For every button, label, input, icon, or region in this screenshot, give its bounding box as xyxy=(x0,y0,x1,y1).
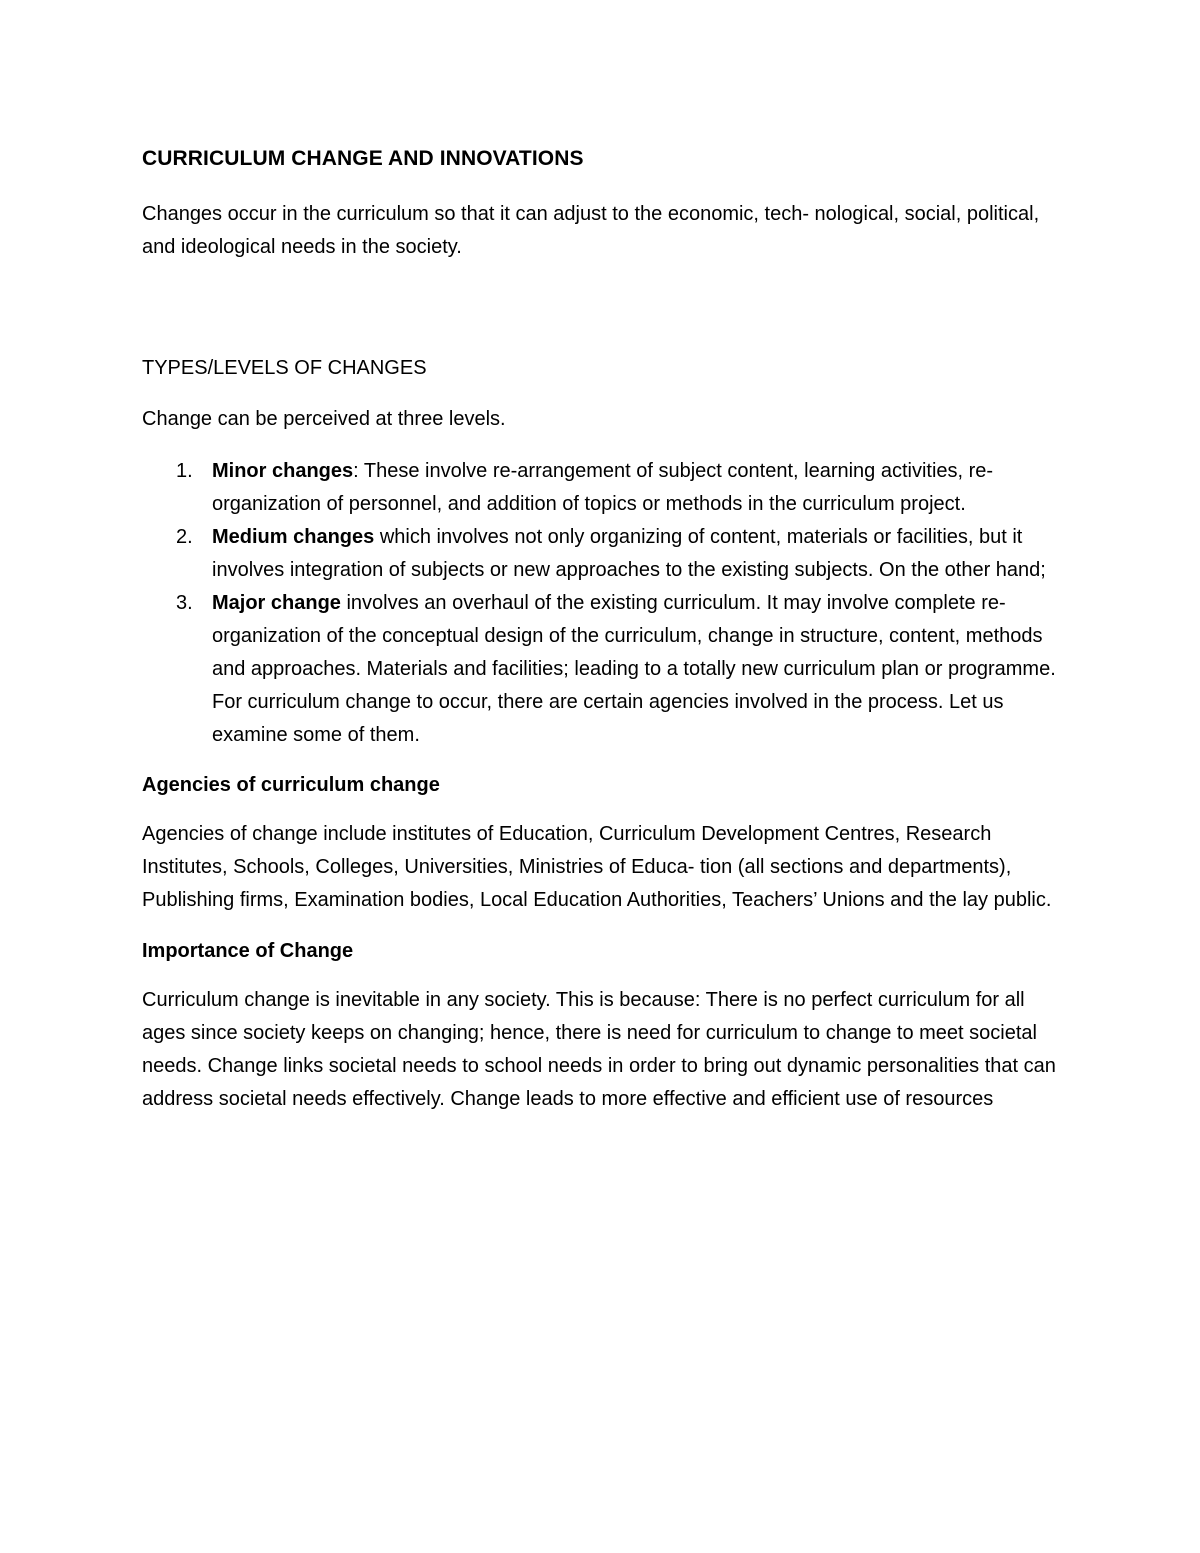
list-item xyxy=(142,587,1062,752)
levels-list xyxy=(142,455,1062,752)
intro-paragraph: Changes occur in the curriculum so that it can adjust to the economic, tech- nological, social, political, and ideological needs in the society. xyxy=(142,203,1040,258)
document-title: CURRICULUM CHANGE AND INNOVATIONS xyxy=(142,147,584,170)
agencies-paragraph: Agencies of change include institutes of Education, Curriculum Development Centres, Research Institutes, Schools, Colleges, Universities, Ministries of Educa- tion (all sections and departments), Publishing firms, Examination bodies, Local Education Authorities, Teachers’ Unions and the lay public. xyxy=(142,823,1052,911)
list-item-text: : These involve re-arrangement of subject content, learning activities, re-organization of personnel, and addition of topics or methods in the curriculum project. xyxy=(212,460,994,515)
list-item-text: which involves not only organizing of content, materials or facilities, but it involves integration of subjects or new approaches to the existing subjects. On the other hand; xyxy=(212,526,1046,581)
types-heading: TYPES/LEVELS OF CHANGES xyxy=(142,357,427,379)
document-page xyxy=(142,144,1062,1116)
importance-paragraph: Curriculum change is inevitable in any society. This is because: There is no perfect curriculum for all ages since society keeps on changing; hence, there is need for curriculum to change to meet societal needs. Change links societal needs to school needs in order to bring out dynamic personalities that can address societal needs effectively. Change leads to more effective and efficient use of resources xyxy=(142,989,1056,1110)
agencies-heading: Agencies of curriculum change xyxy=(142,774,440,796)
importance-heading: Importance of Change xyxy=(142,940,354,962)
list-item-text: involves an overhaul of the existing curriculum. It may involve complete re-organization of the conceptual design of the curriculum, change in structure, content, methods and approaches. Materials and facilities; leading to a totally new curriculum plan or programme. For curriculum change to occur, there are certain agencies involved in the process. Let us examine some of them. xyxy=(212,592,1056,746)
list-item-term: Minor changes xyxy=(212,460,354,482)
list-item-term: Major change xyxy=(212,592,341,614)
list-item-number: 3. xyxy=(176,592,193,614)
list-item-term: Medium changes xyxy=(212,526,375,548)
list-item xyxy=(142,521,1062,587)
list-item xyxy=(142,455,1062,521)
list-item-number: 2. xyxy=(176,526,193,548)
types-intro: Change can be perceived at three levels. xyxy=(142,408,506,430)
list-item-number: 1. xyxy=(176,460,193,482)
